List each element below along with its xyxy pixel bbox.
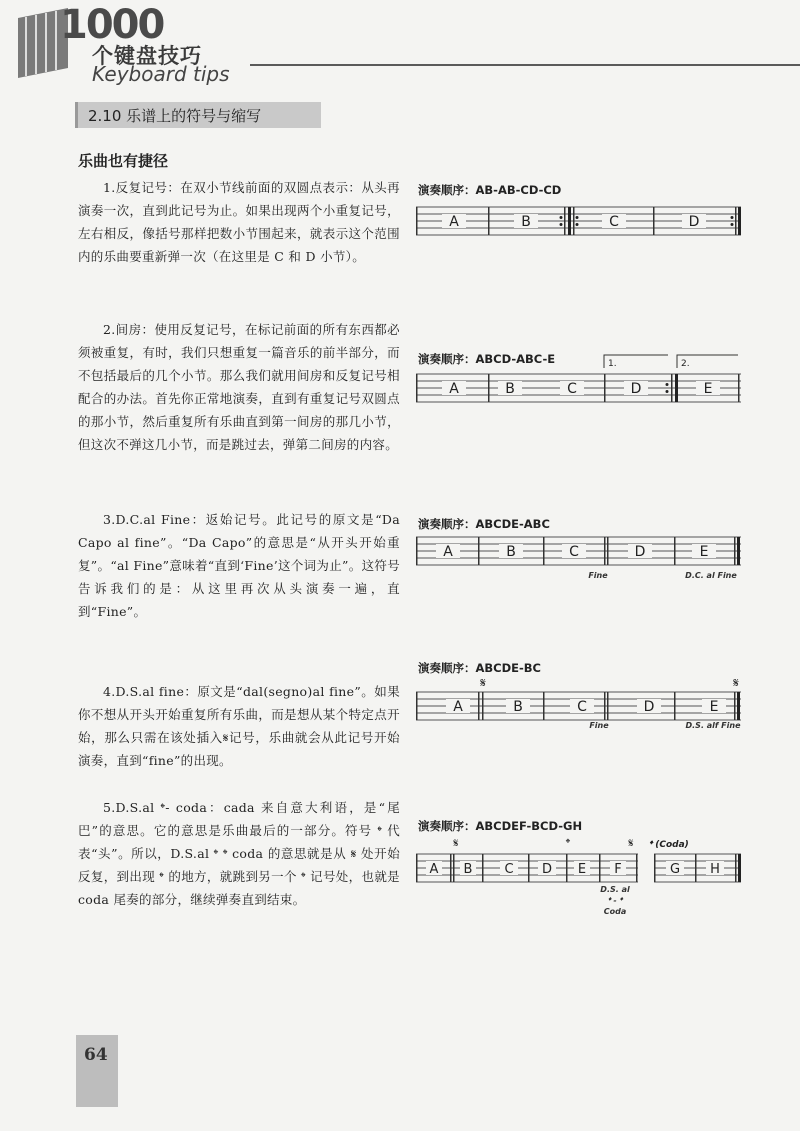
diagram-4-order: 演奏顺序：ABCDE-BC bbox=[418, 661, 541, 675]
bar-label: A bbox=[453, 699, 463, 715]
bar-label: E bbox=[703, 381, 713, 397]
ds-al-fine-mark: D.S. alf Fine bbox=[685, 721, 741, 730]
logo-english-title: Keyboard tips bbox=[92, 62, 230, 86]
bar-label: D bbox=[643, 699, 655, 715]
bar-label: C bbox=[577, 699, 587, 715]
paragraph-ds-al-fine: 4.D.S.al fine：原文是“dal(segno)al fine”。如果你不想从开头开始重复所有乐曲，而是想从某个特定点开始，那么只需在该处插入𝄋记号，乐曲就会从此记号开始演奏，直到“fine”的出现。 bbox=[78, 684, 400, 768]
coda-to-coda-mark: 𝄌 - 𝄌 bbox=[607, 896, 623, 905]
logo-number: 1000 bbox=[60, 2, 164, 48]
bar-label: B bbox=[505, 381, 515, 397]
bar-label: D bbox=[688, 214, 700, 230]
volta-1-label: 1. bbox=[608, 359, 617, 369]
diagram-5-order: 演奏顺序：ABCDEF-BCD-GH bbox=[418, 819, 583, 833]
section-subtitle: 乐曲也有捷径 bbox=[78, 152, 169, 170]
coda-marker: 𝄌 (Coda) bbox=[649, 840, 689, 850]
bar-label: H bbox=[710, 862, 720, 877]
bar-label: E bbox=[699, 544, 709, 560]
bar-label: B bbox=[506, 544, 516, 560]
logo-chinese-title: 个键盘技巧 bbox=[92, 44, 202, 68]
ds-al-mark: D.S. al bbox=[600, 885, 630, 894]
bar-label: C bbox=[504, 862, 514, 877]
bar-label: E bbox=[709, 699, 719, 715]
page-number: 64 bbox=[84, 1045, 108, 1065]
volta-2-label: 2. bbox=[681, 359, 690, 369]
fine-mark: Fine bbox=[589, 721, 609, 730]
dc-al-fine-mark: D.C. al Fine bbox=[685, 571, 737, 580]
diagram-2-order: 演奏顺序：ABCD-ABC-E bbox=[418, 352, 556, 366]
bar-label: D bbox=[630, 381, 642, 397]
diagram-1-order: 演奏顺序：AB-AB-CD-CD bbox=[418, 183, 562, 197]
bar-label: C bbox=[569, 544, 579, 560]
bar-label: G bbox=[669, 862, 681, 877]
bar-label: A bbox=[449, 214, 459, 230]
bar-label: B bbox=[513, 699, 523, 715]
diagram-3-order: 演奏顺序：ABCDE-ABC bbox=[418, 517, 550, 531]
segno-icon: 𝄋 bbox=[453, 836, 459, 850]
bar-label: A bbox=[449, 381, 459, 397]
book-logo bbox=[0, 0, 250, 90]
bar-label: B bbox=[521, 214, 531, 230]
section-title: 2.10 乐谱上的符号与缩写 bbox=[88, 107, 262, 125]
paragraph-ds-al-coda: 5.D.S.al 𝄌- coda：cada 来自意大利语，是“尾巴”的意思。它的意思是乐曲最后的一部分。符号 𝄌 代表“头”。所以，D.S.al 𝄌 𝄌 coda 的意思就是从 𝄋 处开始反复，到出现 𝄌 的地方，就跳到另一个 𝄌 记号处，也就是 coda 尾奏的部分，继续弹奏直到结束。 bbox=[78, 800, 400, 907]
segno-icon: 𝄋 bbox=[733, 676, 739, 691]
diagram-1-staff bbox=[416, 204, 746, 238]
paragraph-volta: 2.间房：使用反复记号，在标记前面的所有东西都必须被重复，有时，我们只想重复一篇音乐的前半部分，而不包括最后的几个小节。那么我们就用间房和反复记号相配合的办法。首先你正常地演奏，直到有重复记号双圆点的那小节，然后重复所有乐曲直到第一间房的那几小节，但这次不弹这几小节，而是跳过去，弹第二间房的内容。 bbox=[78, 322, 400, 452]
segno-icon: 𝄋 bbox=[628, 836, 634, 850]
bar-label: E bbox=[577, 862, 587, 877]
section-title-bar bbox=[75, 102, 321, 128]
diagram-3-staff bbox=[416, 534, 746, 582]
bar-label: B bbox=[463, 862, 473, 877]
diagram-5-staff bbox=[416, 834, 746, 922]
bar-label: A bbox=[443, 544, 453, 560]
segno-icon: 𝄋 bbox=[480, 676, 486, 691]
bar-label: A bbox=[429, 862, 439, 877]
bar-label: D bbox=[634, 544, 646, 560]
bar-label: D bbox=[541, 862, 553, 877]
diagram-2-staff bbox=[416, 352, 746, 406]
coda-word-mark: Coda bbox=[603, 907, 627, 916]
bar-label: C bbox=[567, 381, 577, 397]
bar-label: F bbox=[614, 862, 622, 877]
paragraph-dc-al-fine: 3.D.C.al Fine：返始记号。此记号的原文是“Da Capo al fine”。“Da Capo”的意思是“从开头开始重复”。“al Fine”意味着“直到‘Fine’这个词为止”。这符号告诉我们的是：从这里再次从头演奏一遍，直到“Fine”。 bbox=[78, 512, 400, 619]
bar-label: C bbox=[609, 214, 619, 230]
fine-mark: Fine bbox=[588, 571, 608, 580]
header-rule bbox=[250, 64, 800, 66]
diagram-4-staff bbox=[416, 674, 746, 730]
coda-icon: 𝄌 bbox=[565, 836, 571, 850]
paragraph-repeat-sign: 1.反复记号：在双小节线前面的双圆点表示：从头再演奏一次，直到此记号为止。如果出现两个小重复记号，左右相反，像括号那样把数小节围起来，就表示这个范围内的乐曲要重新弹一次（在这里是 C 和 D 小节）。 bbox=[78, 180, 400, 264]
